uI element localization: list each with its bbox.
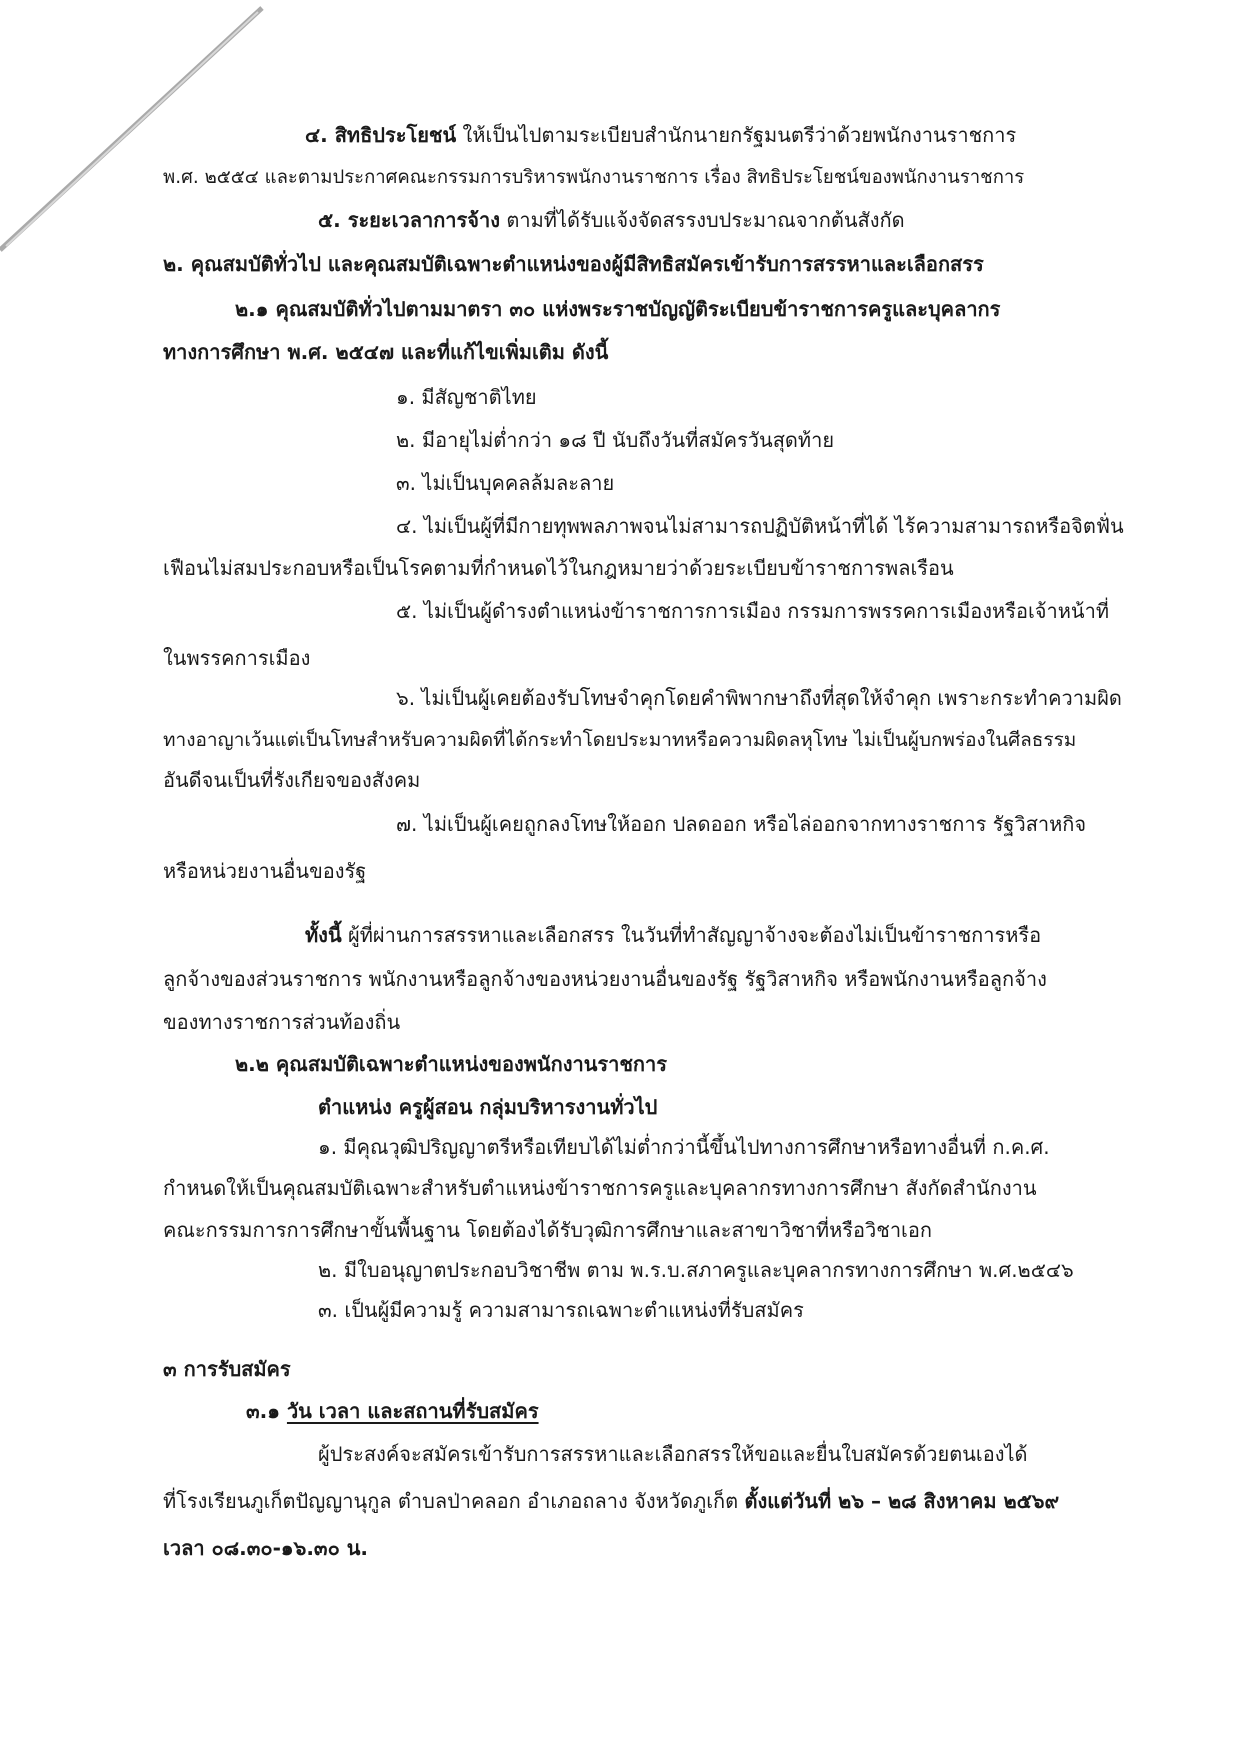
subsection-3-1-heading	[246, 1397, 539, 1425]
qualification-3: ๓. ไม่เป็นบุคคลล้มละลาย	[396, 471, 615, 495]
item-5-text: ตามที่ได้รับแจ้งจัดสรรงบประมาณจากต้นสังกัด	[500, 208, 905, 232]
qualification-5-line2: ในพรรคการเมือง	[163, 646, 311, 670]
application-paragraph-line2	[163, 1487, 1059, 1515]
section-3-title: ๓ การรับสมัคร	[163, 1357, 291, 1381]
specific-qual-2: ๒. มีใบอนุญาตประกอบวิชาชีพ ตาม พ.ร.บ.สภาครูและบุคลากรทางการศึกษา พ.ศ.๒๕๔๖	[318, 1258, 1074, 1282]
application-hours: เวลา ๐๘.๓๐-๑๖.๓๐ น.	[163, 1536, 369, 1560]
subsection-2-1-line1: ๒.๑ คุณสมบัติทั่วไปตามมาตรา ๓๐ แห่งพระราชบัญญัติระเบียบข้าราชการครูและบุคลากร	[235, 297, 1001, 321]
qualification-1: ๑. มีสัญชาติไทย	[396, 385, 537, 409]
qualification-6-line2: ทางอาญาเว้นแต่เป็นโทษสำหรับความผิดที่ได้กระทำโดยประมาทหรือความผิดลหุโทษ ไม่เป็นผู้บกพร่องในศีลธรรม	[163, 729, 1077, 751]
item-4-continuation: พ.ศ. ๒๕๕๔ และตามประกาศคณะกรรมการบริหารพนักงานราชการ เรื่อง สิทธิประโยชน์ของพนักงานราชการ	[163, 167, 1025, 188]
qualification-2: ๒. มีอายุไม่ต่ำกว่า ๑๘ ปี นับถึงวันที่สมัครวันสุดท้าย	[396, 428, 835, 452]
subsection-3-1-number: ๓.๑	[246, 1399, 287, 1423]
item-5-line	[318, 206, 905, 234]
item-4-line	[305, 121, 1016, 149]
item-4-heading: ๔. สิทธิประโยชน์	[305, 123, 457, 147]
item-4-text: ให้เป็นไปตามระเบียบสำนักนายกรัฐมนตรีว่าด้วยพนักงานราชการ	[456, 123, 1017, 147]
note-line3: ของทางราชการส่วนท้องถิ่น	[163, 1010, 401, 1034]
note-heading: ทั้งนี้	[305, 923, 342, 947]
subsection-2-2-title: ๒.๒ คุณสมบัติเฉพาะตำแหน่งของพนักงานราชการ	[235, 1052, 667, 1076]
qualification-4-line1: ๔. ไม่เป็นผู้ที่มีกายทุพพลภาพจนไม่สามารถปฏิบัติหน้าที่ได้ ไร้ความสามารถหรือจิตฟั่น	[396, 514, 1124, 538]
scan-fold-shadow	[0, 0, 280, 260]
position-title: ตำแหน่ง ครูผู้สอน กลุ่มบริหารงานทั่วไป	[318, 1095, 658, 1119]
specific-qual-1-line3: คณะกรรมการการศึกษาขั้นพื้นฐาน โดยต้องได้รับวุฒิการศึกษาและสาขาวิชาที่หรือวิชาเอก	[163, 1218, 933, 1242]
qualification-6-line1: ๖. ไม่เป็นผู้เคยต้องรับโทษจำคุกโดยคำพิพากษาถึงที่สุดให้จำคุก เพราะกระทำความผิด	[396, 686, 1122, 710]
subsection-2-1-line2: ทางการศึกษา พ.ศ. ๒๕๔๗ และที่แก้ไขเพิ่มเติม ดังนี้	[163, 340, 609, 364]
specific-qual-1-line1: ๑. มีคุณวุฒิปริญญาตรีหรือเทียบได้ไม่ต่ำกว่านี้ขึ้นไปทางการศึกษาหรือทางอื่นที่ ก.ค.ศ.	[318, 1135, 1050, 1159]
application-paragraph-line1: ผู้ประสงค์จะสมัครเข้ารับการสรรหาและเลือกสรรให้ขอและยื่นใบสมัครด้วยตนเองได้	[318, 1442, 1028, 1466]
section-2-title: ๒. คุณสมบัติทั่วไป และคุณสมบัติเฉพาะตำแหน่งของผู้มีสิทธิสมัครเข้ารับการสรรหาและเลือกสรร	[163, 252, 984, 276]
qualification-6-line3: อันดีจนเป็นที่รังเกียจของสังคม	[163, 768, 421, 792]
application-paragraph-line3	[163, 1534, 368, 1562]
qualification-5-line1: ๕. ไม่เป็นผู้ดำรงตำแหน่งข้าราชการการเมือง กรรมการพรรคการเมืองหรือเจ้าหน้าที่	[396, 599, 1110, 623]
application-location: ที่โรงเรียนภูเก็ตปัญญานุกูล ตำบลป่าคลอก อำเภอถลาง จังหวัดภูเก็ต	[163, 1489, 745, 1513]
qualification-7-line2: หรือหน่วยงานอื่นของรัฐ	[163, 859, 367, 883]
note-text: ผู้ที่ผ่านการสรรหาและเลือกสรร ในวันที่ทำสัญญาจ้างจะต้องไม่เป็นข้าราชการหรือ	[341, 923, 1042, 947]
application-dates: ตั้งแต่วันที่ ๒๖ – ๒๘ สิงหาคม ๒๕๖๙	[744, 1489, 1060, 1513]
note-line2: ลูกจ้างของส่วนราชการ พนักงานหรือลูกจ้างของหน่วยงานอื่นของรัฐ รัฐวิสาหกิจ หรือพนักงานหรือลูกจ้าง	[163, 967, 1047, 991]
qualification-4-line2: เฟือนไม่สมประกอบหรือเป็นโรคตามที่กำหนดไว้ในกฎหมายว่าด้วยระเบียบข้าราชการพลเรือน	[163, 556, 954, 580]
item-5-heading: ๕. ระยะเวลาการจ้าง	[318, 208, 500, 232]
subsection-3-1-title: วัน เวลา และสถานที่รับสมัคร	[286, 1399, 539, 1423]
note-line1	[305, 921, 1041, 949]
specific-qual-3: ๓. เป็นผู้มีความรู้ ความสามารถเฉพาะตำแหน่งที่รับสมัคร	[318, 1298, 804, 1322]
qualification-7-line1: ๗. ไม่เป็นผู้เคยถูกลงโทษให้ออก ปลดออก หรือไล่ออกจากทางราชการ รัฐวิสาหกิจ	[396, 812, 1087, 836]
specific-qual-1-line2: กำหนดให้เป็นคุณสมบัติเฉพาะสำหรับตำแหน่งข้าราชการครูและบุคลากรทางการศึกษา สังกัดสำนักงาน	[163, 1176, 1037, 1200]
